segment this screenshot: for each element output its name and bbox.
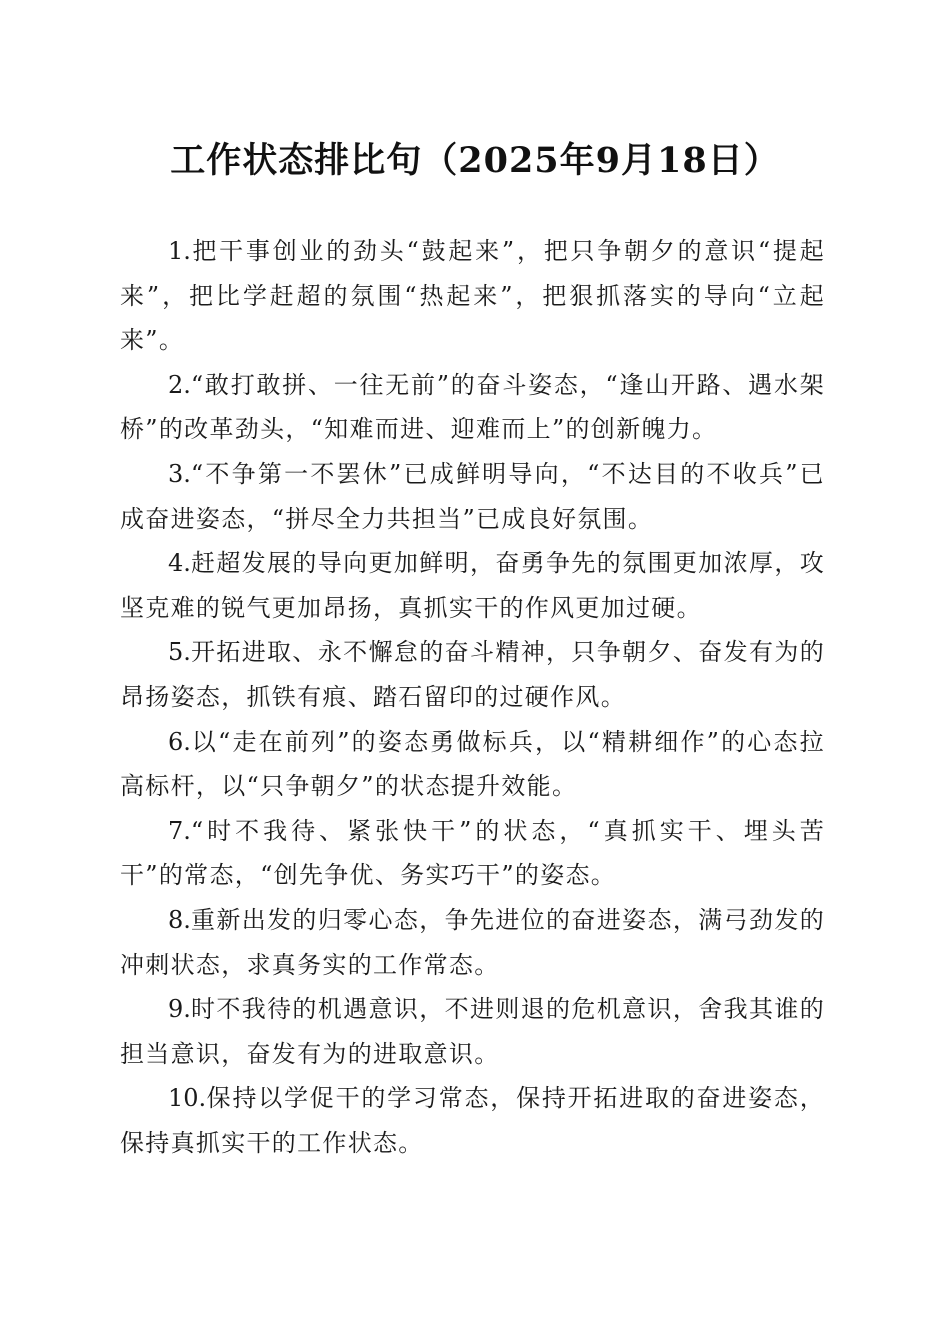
document-title: 工作状态排比句（2025年9月18日） (170, 140, 780, 181)
paragraph-text: 保持以学促干的学习常态，保持开拓进取的奋进姿态，保持真抓实干的工作状态。 (120, 1084, 825, 1157)
paragraph-2 (120, 363, 825, 452)
paragraph-10 (120, 1076, 825, 1165)
paragraph-5 (120, 630, 825, 719)
paragraph-7 (120, 809, 825, 898)
paragraph-text: “时不我待、紧张快干”的状态，“真抓实干、埋头苦干”的常态，“创先争优、务实巧干”的姿态。 (120, 816, 825, 890)
paragraph-3 (120, 452, 825, 541)
paragraph-number: 3. (168, 459, 191, 488)
paragraph-number: 5. (168, 638, 191, 667)
paragraph-number: 2. (168, 370, 191, 399)
paragraph-text: “敢打敢拼、一往无前”的奋斗姿态，“逢山开路、遇水架桥”的改革劲头，“知难而进、迎难而上”的创新魄力。 (120, 370, 825, 444)
paragraph-text: “不争第一不罢休”已成鲜明导向，“不达目的不收兵”已成奋进姿态，“拼尽全力共担当”已成良好氛围。 (120, 459, 825, 533)
paragraph-number: 10. (168, 1084, 207, 1113)
paragraph-text: 重新出发的归零心态，争先进位的奋进姿态，满弓劲发的冲刺状态，求真务实的工作常态。 (120, 905, 825, 979)
paragraph-number: 9. (168, 995, 191, 1024)
paragraph-9 (120, 987, 825, 1076)
paragraph-4 (120, 541, 825, 630)
paragraph-1 (120, 229, 825, 363)
paragraph-text: 把干事创业的劲头“鼓起来”，把只争朝夕的意识“提起来”，把比学赶超的氛围“热起来”，把狠抓落实的导向“立起来”。 (120, 237, 825, 355)
paragraph-8 (120, 898, 825, 987)
paragraph-text: 以“走在前列”的姿态勇做标兵，以“精耕细作”的心态拉高标杆，以“只争朝夕”的状态提升效能。 (120, 727, 825, 801)
paragraph-number: 1. (168, 237, 191, 265)
paragraph-number: 6. (168, 727, 191, 756)
paragraph-text: 开拓进取、永不懈怠的奋斗精神，只争朝夕、奋发有为的昂扬姿态，抓铁有痕、踏石留印的过硬作风。 (120, 638, 825, 711)
paragraph-number: 7. (168, 816, 191, 845)
paragraph-6 (120, 720, 825, 809)
paragraph-text: 赶超发展的导向更加鲜明，奋勇争先的氛围更加浓厚，攻坚克难的锐气更加昂扬，真抓实干的作风更加过硬。 (120, 549, 825, 622)
paragraph-number: 8. (168, 905, 191, 934)
document-body (120, 229, 825, 1165)
paragraph-text: 时不我待的机遇意识，不进则退的危机意识，舍我其谁的担当意识，奋发有为的进取意识。 (120, 995, 825, 1068)
paragraph-number: 4. (168, 549, 191, 578)
